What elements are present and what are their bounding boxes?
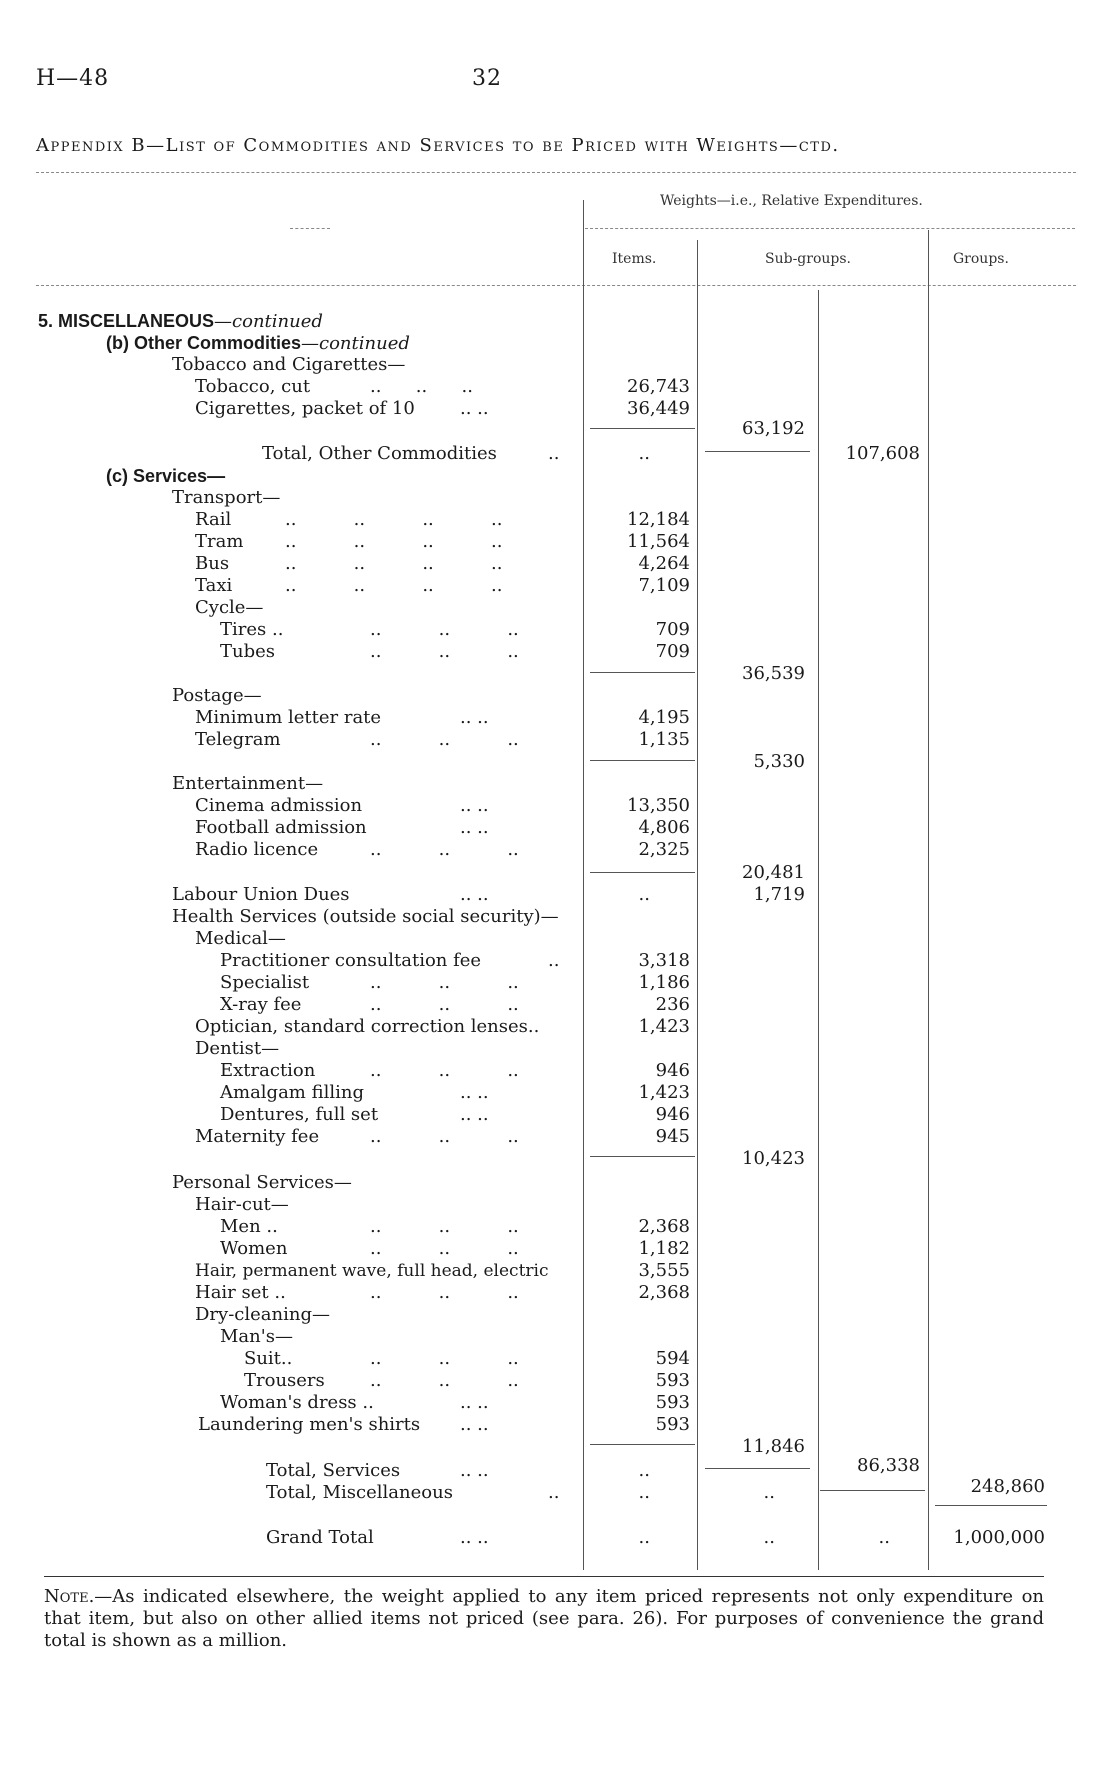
table-row: Dentures, full set [220, 1104, 379, 1125]
table-row: Labour Union Dues [172, 884, 350, 905]
item-weight: 36,449 [627, 398, 690, 419]
table-row: Amalgam filling [220, 1082, 364, 1103]
category-heading: Health Services (outside social security)— [172, 906, 559, 927]
subgroup-weight: 63,192 [742, 418, 805, 439]
row-dots: .. .. [460, 1392, 489, 1413]
item-weight: 236 [655, 994, 690, 1015]
table-row: Cinema admission [195, 795, 363, 816]
row-dots: .. .. [460, 817, 489, 838]
table-row: Radio licence [195, 839, 319, 860]
page-title [36, 135, 1076, 156]
category-heading: Man's— [220, 1326, 293, 1347]
total-weight: 248,860 [970, 1476, 1045, 1497]
title-rule [36, 172, 1076, 173]
items-column-header: Items. [612, 251, 657, 267]
item-weight: .. [638, 443, 650, 464]
category-heading: Tobacco and Cigarettes— [172, 354, 406, 375]
table-row: Extraction [220, 1060, 316, 1081]
item-weight: 1,186 [638, 972, 690, 993]
row-dots: .. [548, 950, 560, 971]
subtotal-rule [820, 1490, 925, 1491]
section-heading-miscellaneous [38, 310, 323, 333]
table-row: Trousers [244, 1370, 325, 1391]
item-weight: 4,264 [638, 553, 690, 574]
row-label: (b) Other Commodities [106, 333, 302, 353]
item-weight: .. [638, 1482, 650, 1503]
table-row: X-ray fee [220, 994, 302, 1015]
footnote-lead: Note. [44, 1586, 95, 1607]
item-weight: 593 [655, 1414, 690, 1435]
item-weight: 4,195 [638, 707, 690, 728]
table-row: Men .. [220, 1216, 278, 1237]
row-dots: .. .. [460, 1414, 489, 1435]
item-weight: 1,182 [638, 1238, 690, 1259]
row-dots: .. .. .. .. [285, 531, 503, 552]
subtotal-rule [705, 451, 810, 452]
table-row: Cigarettes, packet of 10 [195, 398, 415, 419]
group-weight: 86,338 [857, 1455, 920, 1476]
table-row: Specialist [220, 972, 310, 993]
subtotal-rule [590, 1444, 695, 1445]
table-row: Optician, standard correction lenses.. [195, 1016, 540, 1037]
item-weight: 2,325 [638, 839, 690, 860]
header-bottom-rule [36, 285, 1076, 286]
weights-header-rule [585, 228, 1075, 229]
row-dots: .. .. .. [370, 729, 519, 750]
item-weight: 593 [655, 1392, 690, 1413]
row-dots: .. .. [460, 707, 489, 728]
item-weight: 11,564 [627, 531, 690, 552]
groups-column-header: Groups. [953, 251, 1009, 267]
subsection-heading-other-commodities [106, 332, 410, 355]
grand-total-value: 1,000,000 [953, 1527, 1045, 1548]
table-row: Telegram [195, 729, 281, 750]
groups-left-rule [818, 290, 819, 1570]
row-dots: .. .. .. [370, 1282, 519, 1303]
item-weight: 2,368 [638, 1216, 690, 1237]
row-dots: .. .. .. [370, 619, 519, 640]
category-heading: Hair-cut— [195, 1194, 289, 1215]
subgroup-weight: .. [763, 1482, 775, 1503]
category-heading: Transport— [172, 487, 281, 508]
item-weight: 594 [655, 1348, 690, 1369]
row-dots: .. .. .. [370, 839, 519, 860]
table-row: Total, Other Commodities [262, 443, 497, 464]
row-dots: .. .. [460, 1527, 489, 1548]
row-dots: .. .. .. [370, 1370, 519, 1391]
row-dots: .. .. .. [370, 1238, 519, 1259]
row-dots: .. .. .. [370, 1126, 519, 1147]
subtotal-rule [590, 1156, 695, 1157]
items-column-rule [583, 200, 584, 1570]
item-weight: 3,555 [638, 1260, 690, 1281]
subtotal-rule [590, 872, 695, 873]
table-row: Total, Miscellaneous [266, 1482, 453, 1503]
item-weight: 2,368 [638, 1282, 690, 1303]
row-dots: .. .. [460, 884, 489, 905]
table-row: Tram [195, 531, 244, 552]
row-dots: .. .. .. .. [285, 575, 503, 596]
table-row: Suit.. [244, 1348, 293, 1369]
category-heading: Personal Services— [172, 1172, 352, 1193]
subgroup-weight: 20,481 [742, 862, 805, 883]
row-label: (c) Services— [106, 466, 226, 486]
grand-total-row: Grand Total [266, 1527, 374, 1548]
item-weight: 946 [655, 1104, 690, 1125]
weights-header: Weights—i.e., Relative Expenditures. [660, 193, 923, 209]
item-weight: 945 [655, 1126, 690, 1147]
row-dots: .. [548, 443, 560, 464]
row-dots: .. .. .. [370, 376, 473, 397]
subtotal-rule [590, 428, 695, 429]
item-weight: .. [638, 1527, 650, 1548]
row-dots: .. .. [460, 398, 489, 419]
item-weight: 709 [655, 619, 690, 640]
category-heading: Cycle— [195, 597, 264, 618]
row-dots: .. .. [460, 795, 489, 816]
table-row: Practitioner consultation fee [220, 950, 482, 971]
table-row: Minimum letter rate [195, 707, 382, 728]
subgroup-weight: .. [763, 1527, 775, 1548]
item-weight: 1,135 [638, 729, 690, 750]
subtotal-rule [590, 760, 695, 761]
row-dots: .. .. .. [370, 1348, 519, 1369]
row-dots: .. .. [460, 1460, 489, 1481]
subgroup-weight: 36,539 [742, 663, 805, 684]
footnote-rule [44, 1576, 1044, 1577]
category-heading: Postage— [172, 685, 262, 706]
table-row: Maternity fee [195, 1126, 320, 1147]
row-dots: .. .. .. [370, 1216, 519, 1237]
subtotal-rule [590, 672, 695, 673]
subtotal-rule [705, 1468, 810, 1469]
table-row: Woman's dress .. [220, 1392, 374, 1413]
table-row: Total, Services [266, 1460, 401, 1481]
row-suffix: —continued [214, 311, 323, 332]
table-row: Bus [195, 553, 230, 574]
subgroups-column-header: Sub-groups. [765, 251, 851, 267]
item-weight: 946 [655, 1060, 690, 1081]
subgroup-weight: 5,330 [753, 751, 805, 772]
item-weight: 12,184 [627, 509, 690, 530]
row-dots: .. .. .. .. [285, 553, 503, 574]
row-dots: .. .. .. [370, 972, 519, 993]
item-weight: 3,318 [638, 950, 690, 971]
row-dots: .. .. [460, 1082, 489, 1103]
subgroup-weight: 1,719 [753, 884, 805, 905]
footnote [44, 1586, 1044, 1652]
row-dots: .. .. .. [370, 641, 519, 662]
item-weight: 4,806 [638, 817, 690, 838]
item-weight: .. [638, 1460, 650, 1481]
row-suffix: —continued [301, 333, 410, 354]
subgroup-weight: 11,846 [742, 1436, 805, 1457]
group-weight: 107,608 [845, 443, 920, 464]
item-weight: 1,423 [638, 1082, 690, 1103]
item-weight: 13,350 [627, 795, 690, 816]
category-heading: Dentist— [195, 1038, 280, 1059]
table-row: Laundering men's shirts [198, 1414, 421, 1435]
category-heading: Medical— [195, 928, 286, 949]
table-row: Hair set .. [195, 1282, 286, 1303]
table-row: Taxi [195, 575, 233, 596]
table-row: Football admission [195, 817, 367, 838]
item-weight: 593 [655, 1370, 690, 1391]
item-weight: 709 [655, 641, 690, 662]
table-row: Tubes [220, 641, 276, 662]
subgroup-weight: 10,423 [742, 1148, 805, 1169]
groups-column-rule [928, 230, 929, 1570]
category-heading: Dry-cleaning— [195, 1304, 330, 1325]
item-weight: 7,109 [638, 575, 690, 596]
total-rule [935, 1505, 1047, 1506]
item-weight: 26,743 [627, 376, 690, 397]
item-weight: .. [638, 884, 650, 905]
group-weight: .. [878, 1527, 890, 1548]
stub-header-rule [290, 228, 330, 229]
footnote-text: —As indicated elsewhere, the weight applied to any item priced represents not only expenditure on that item, but also on other allied items not priced (see para. 26). For purposes of convenience the grand total is shown as a million. [44, 1586, 1044, 1651]
page-title-text: Appendix B—List of Commodities and Services to be Priced with Weights—ctd. [36, 135, 840, 156]
page-number: 32 [472, 66, 502, 91]
row-dots: .. .. .. [370, 1060, 519, 1081]
document-reference: H—48 [36, 66, 110, 91]
table-row: Tobacco, cut [195, 376, 311, 397]
subgroups-column-rule [697, 240, 698, 1570]
subsection-heading-services [106, 465, 225, 488]
row-label: 5. MISCELLANEOUS [38, 311, 215, 331]
table-row: Hair, permanent wave, full head, electric [195, 1261, 549, 1281]
table-row: Tires .. [220, 619, 284, 640]
row-dots: .. [548, 1482, 560, 1503]
table-row: Women [220, 1238, 288, 1259]
category-heading: Entertainment— [172, 773, 324, 794]
row-dots: .. .. .. [370, 994, 519, 1015]
item-weight: 1,423 [638, 1016, 690, 1037]
row-dots: .. .. .. .. [285, 509, 503, 530]
table-row: Rail [195, 509, 232, 530]
row-dots: .. .. [460, 1104, 489, 1125]
